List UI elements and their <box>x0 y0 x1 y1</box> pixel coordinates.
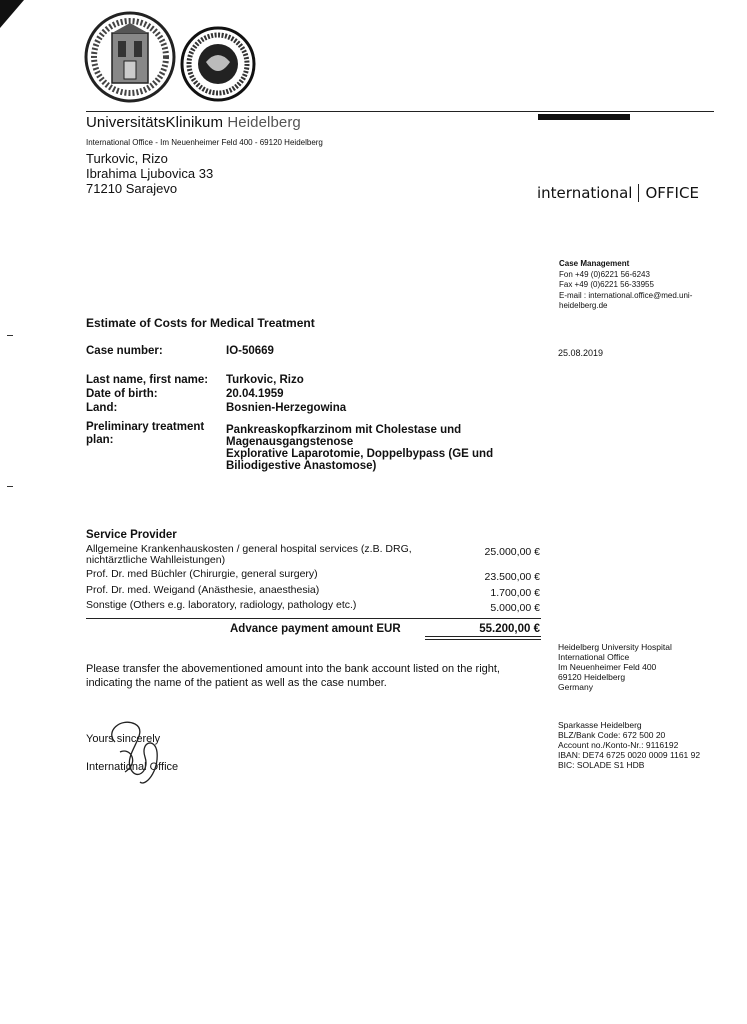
service-desc: Allgemeine Krankenhauskosten / general hospital services (z.B. DRG, <box>86 543 412 555</box>
plan-label-2: plan: <box>86 434 114 446</box>
land-value: Bosnien-Herzegowina <box>226 402 347 414</box>
faculty-seal-icon <box>180 26 256 102</box>
contact-block <box>559 259 709 312</box>
service-desc-cont: nichtärztliche Wahlleistungen) <box>86 554 226 566</box>
case-number-label: Case number: <box>86 345 163 357</box>
recipient-city: 71210 Sarajevo <box>86 181 178 196</box>
hospital-address <box>558 642 718 692</box>
hospital-line: Germany <box>558 682 593 692</box>
brand-part-1: UniversitätsKlinikum <box>86 114 224 131</box>
bank-line: BIC: SOLADE S1 HDB <box>558 760 645 770</box>
header-rule <box>86 111 714 112</box>
recipient-street: Ibrahima Ljubovica 33 <box>86 166 214 181</box>
signature-icon <box>95 712 175 792</box>
case-number-value: IO-50669 <box>226 345 274 357</box>
total-double-rule <box>425 636 541 637</box>
service-amount: 25.000,00 € <box>484 546 540 558</box>
total-double-rule <box>425 639 541 640</box>
plan-label-1: Preliminary treatment <box>86 421 205 433</box>
service-item: Sonstige (Others e.g. laboratory, radiology, pathology etc.) <box>86 599 357 611</box>
institution-name <box>86 114 301 131</box>
dob-value: 20.04.1959 <box>226 388 284 400</box>
header-accent-bar <box>538 114 630 120</box>
name-label: Last name, first name: <box>86 374 209 386</box>
total-label: Advance payment amount EUR <box>230 623 401 635</box>
university-seal-icon <box>84 11 176 103</box>
dept-left: international <box>537 184 633 202</box>
service-amount: 1.700,00 € <box>490 587 540 599</box>
dob-label: Date of birth: <box>86 388 158 400</box>
fold-mark <box>7 335 13 336</box>
brand-part-2: Heidelberg <box>227 114 301 131</box>
closing-salutation: Yours sincerely <box>86 733 161 745</box>
return-address: International Office - Im Neuenheimer Feld 400 - 69120 Heidelberg <box>86 138 323 147</box>
bank-details <box>558 720 718 770</box>
plan-line-2: Magenausgangstenose <box>226 436 354 448</box>
hospital-line: International Office <box>558 652 630 662</box>
contact-phone: Fon +49 (0)6221 56-6243 <box>559 269 650 279</box>
plan-line-4: Biliodigestive Anastomose) <box>226 460 377 472</box>
service-item: Prof. Dr. med Büchler (Chirurgie, general surgery) <box>86 568 318 580</box>
hospital-line: Im Neuenheimer Feld 400 <box>558 662 657 672</box>
document-title: Estimate of Costs for Medical Treatment <box>86 316 315 330</box>
hospital-line: 69120 Heidelberg <box>558 672 626 682</box>
recipient-name: Turkovic, Rizo <box>86 151 168 166</box>
service-item: Prof. Dr. med. Weigand (Anästhesie, anaesthesia) <box>86 584 320 596</box>
plan-line-1: Pankreaskopfkarzinom mit Cholestase und <box>226 424 462 436</box>
letter-date: 25.08.2019 <box>558 348 604 358</box>
plan-line-3: Explorative Laparotomie, Doppelbypass (GE und <box>226 448 494 460</box>
service-amount: 5.000,00 € <box>490 602 540 614</box>
contact-email-2: heidelberg.de <box>559 301 608 310</box>
recipient-address <box>86 151 213 196</box>
service-item <box>86 544 412 566</box>
payment-instructions: Please transfer the abovementioned amount into the bank account listed on the right, indicating the name of the patient as well as the case number. <box>86 663 500 689</box>
dept-right: OFFICE <box>645 184 699 202</box>
service-amount: 23.500,00 € <box>484 571 540 583</box>
bank-line: IBAN: DE74 6725 0020 0009 1161 92 <box>558 750 701 760</box>
closing-signatory: International Office <box>86 761 179 773</box>
land-label: Land: <box>86 402 118 414</box>
bank-line: Account no./Konto-Nr.: 9116192 <box>558 740 679 750</box>
service-provider-heading: Service Provider <box>86 529 177 541</box>
total-amount: 55.200,00 € <box>479 623 540 635</box>
treatment-plan <box>226 424 493 472</box>
total-rule <box>86 618 541 619</box>
contact-fax: Fax +49 (0)6221 56-33955 <box>559 280 654 289</box>
bank-line: Sparkasse Heidelberg <box>558 720 642 730</box>
bank-line: BLZ/Bank Code: 672 500 20 <box>558 730 666 740</box>
name-value: Turkovic, Rizo <box>226 374 304 386</box>
dept-divider <box>638 184 639 202</box>
department-logo <box>537 184 699 202</box>
contact-title: Case Management <box>559 259 630 268</box>
fold-mark <box>7 486 13 487</box>
scan-corner-mark <box>0 0 30 30</box>
plan-label <box>86 421 204 447</box>
hospital-line: Heidelberg University Hospital <box>558 642 672 652</box>
contact-email-1: E-mail : international.office@med.uni- <box>559 290 693 300</box>
